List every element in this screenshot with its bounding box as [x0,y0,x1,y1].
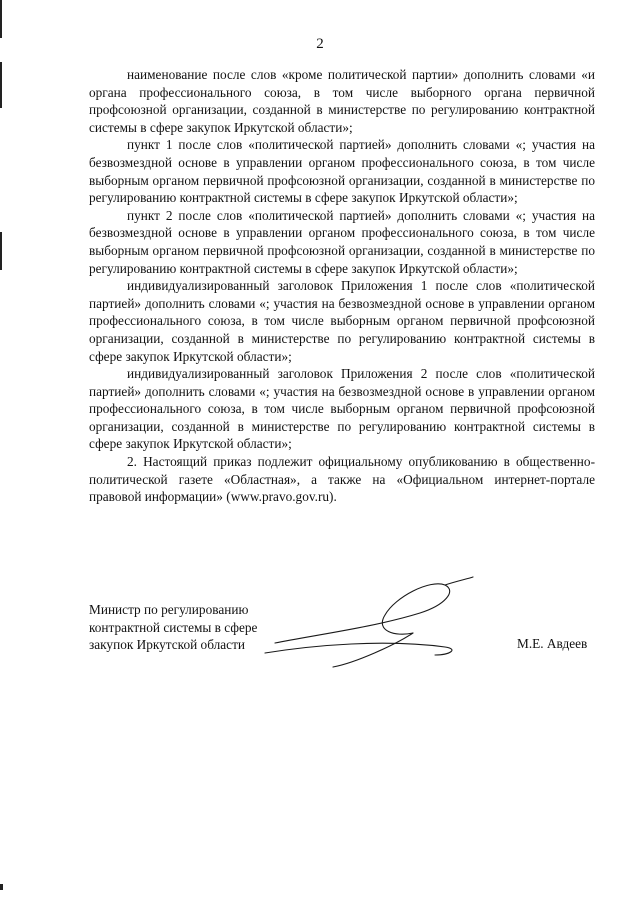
scan-mark [0,884,3,890]
scan-mark [0,62,2,108]
signatory-position [89,601,257,654]
paragraph: пункт 1 после слов «политической партией» дополнить словами «; участия на безвозмездной основе в управлении органом профессионального союза, в том числе выборным органом первичной профсоюзной организации, созданной в министерстве по регулированию контрактной системы в сфере закупок Иркутской области»; [89,137,595,206]
paragraph: индивидуализированный заголовок Приложения 1 после слов «политической партией» дополнить словами «; участия на безвозмездной основе в управлении органом профессионального союза, в том числе выборным органом первичной профсоюзной организации, созданной в министерстве по регулированию контрактной системы в сфере закупок Иркутской области»; [89,278,595,364]
document-body [89,66,595,506]
paragraph: пункт 2 после слов «политической партией» дополнить словами «; участия на безвозмездной основе в управлении органом профессионального союза, в том числе выборным органом первичной профсоюзной организации, созданной в министерстве по регулированию контрактной системы в сфере закупок Иркутской области»; [89,207,595,276]
paragraph: 2. Настоящий приказ подлежит официальному опубликованию в общественно-политической газете «Областная», а также на «Официальном интернет-портале правовой информации» (www.pravo.gov.ru). [89,454,595,505]
scan-mark [0,0,2,38]
paragraph: индивидуализированный заголовок Приложения 2 после слов «политической партией» дополнить словами «; участия на безвозмездной основе в управлении органом профессионального союза, в том числе выборным органом первичной профсоюзной организации, созданной в министерстве по регулированию контрактной системы в сфере закупок Иркутской области»; [89,366,595,452]
position-line: контрактной системы в сфере [89,619,258,635]
position-line: Министр по регулированию [89,602,249,617]
position-line: закупок Иркутской области [89,637,245,653]
scan-mark [0,232,2,270]
signatory-name: М.Е. Авдеев [517,636,588,651]
page-number: 2 [316,36,324,52]
handwritten-signature-icon [245,575,475,685]
paragraph: наименование после слов «кроме политической партии» дополнить словами «и органа профессионального союза, в том числе выборного органа первичной профсоюзной организации, созданной в министерстве по регулированию контрактной системы в сфере закупок Иркутской области»; [89,67,595,135]
